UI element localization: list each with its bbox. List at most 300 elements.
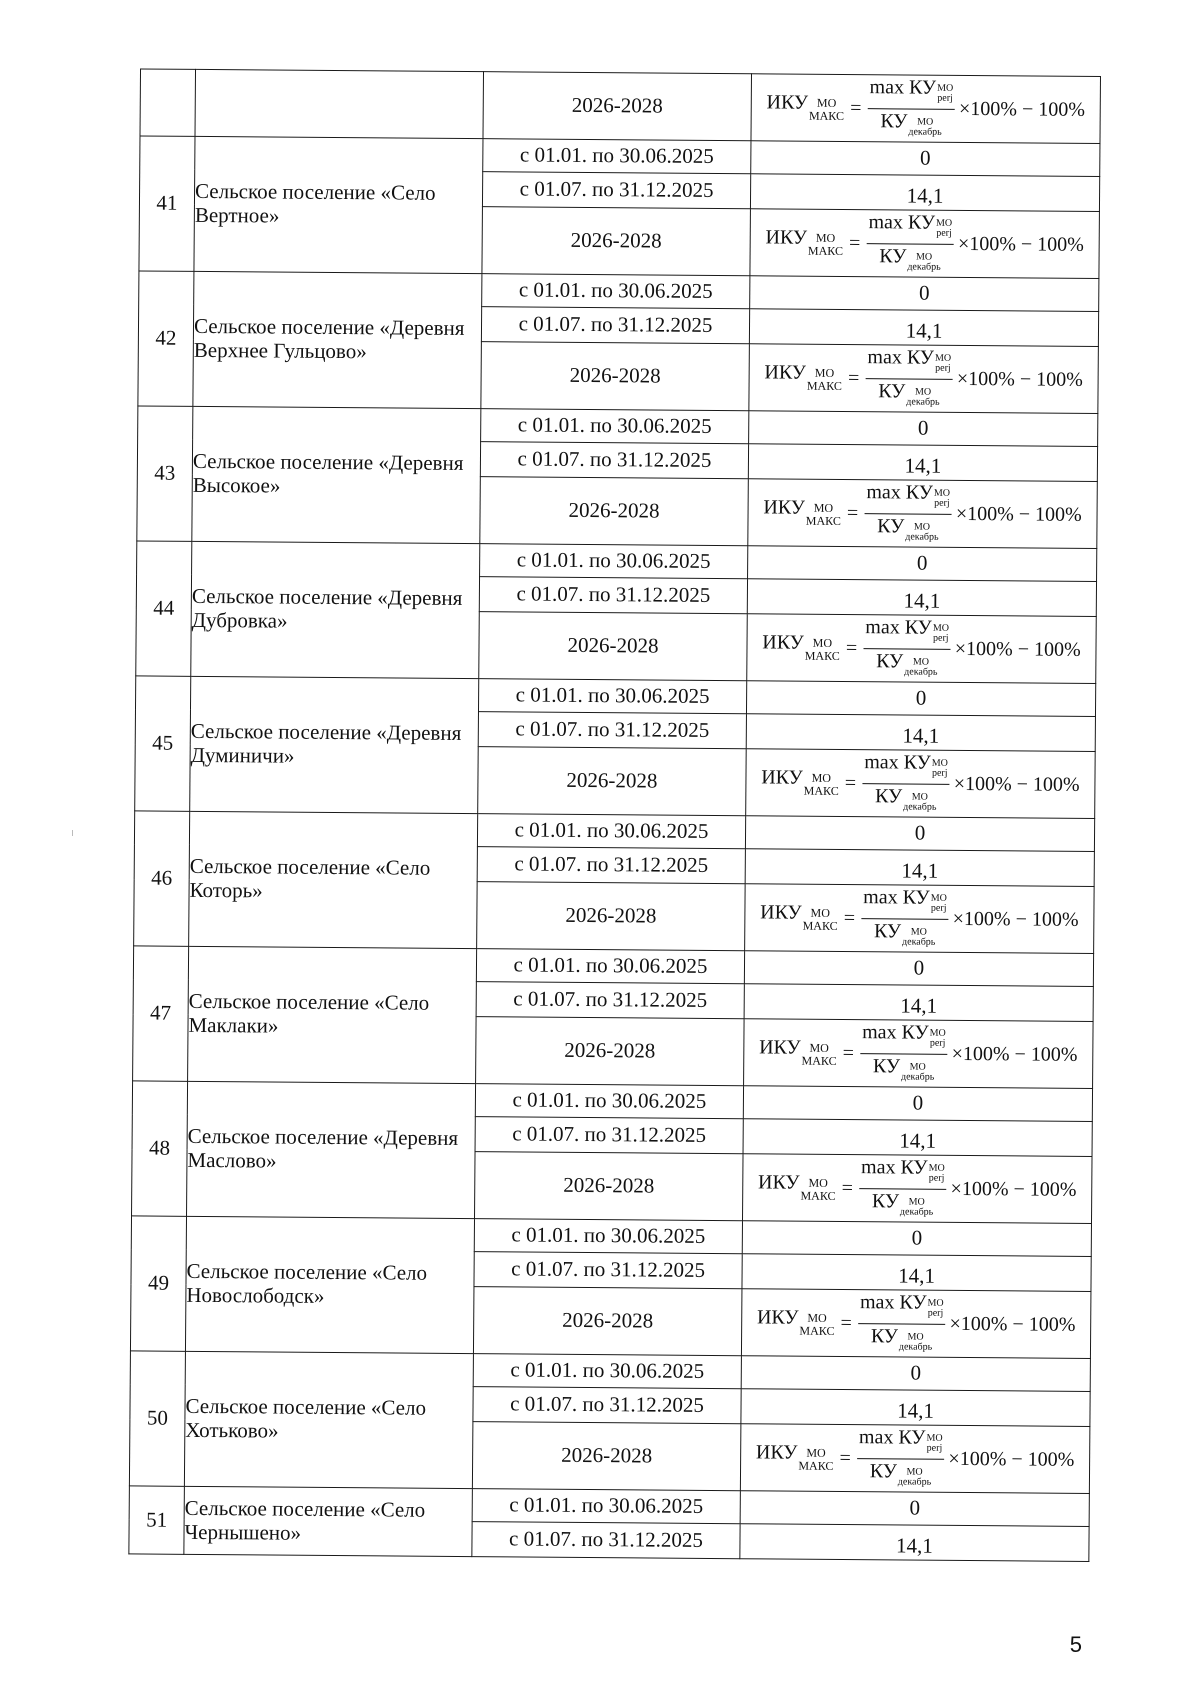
formula-den-sup: МО: [914, 386, 932, 398]
formula-num-sub: perj: [930, 902, 947, 914]
period-cell: с 01.01. по 30.06.2025: [476, 949, 744, 984]
formula-numerator: [864, 481, 952, 515]
settlement-name-cell: Сельское поселение «Деревня Высокое»: [192, 406, 481, 543]
formula-num-indices: [932, 758, 948, 779]
formula: [760, 885, 1079, 952]
row-number-cell: 41: [139, 136, 195, 271]
formula-cell: [747, 614, 1097, 684]
table-row: [139, 271, 1099, 312]
formula-lhs-main: ИКУ: [759, 1036, 801, 1059]
value-cell: 14,1: [750, 174, 1099, 212]
formula-num-sup: МО: [933, 487, 951, 499]
formula-equals: =: [843, 906, 856, 929]
formula-lhs: [757, 1306, 837, 1339]
formula-lhs-sub: МАКС: [803, 783, 839, 798]
formula-lhs-sup: МО: [813, 500, 834, 515]
formula-den-indices: [901, 1062, 934, 1083]
formula-tail: ×100% − 100%: [952, 907, 1079, 931]
formula-denominator: [869, 1324, 935, 1357]
formula-cell: [750, 209, 1100, 279]
formula-lhs: [761, 766, 841, 799]
formula-numerator: [862, 751, 950, 785]
formula-lhs-main: ИКУ: [763, 496, 806, 519]
formula-equals: =: [845, 636, 858, 659]
formula-lhs-sup: МО: [815, 230, 836, 245]
settlements-table: [128, 68, 1101, 1562]
value-cell: 0: [750, 276, 1099, 312]
period-cell: с 01.01. по 30.06.2025: [482, 274, 750, 309]
formula-lhs-indices: [799, 1312, 834, 1337]
value-cell: 0: [743, 1086, 1092, 1122]
formula-num-indices: [935, 353, 951, 374]
period-cell: 2026-2028: [477, 882, 746, 951]
formula-num-prefix: max КУ: [868, 210, 936, 234]
period-cell: с 01.01. по 30.06.2025: [472, 1489, 740, 1524]
value-cell: 14,1: [743, 1119, 1092, 1157]
row-number-cell: 47: [133, 946, 189, 1081]
period-cell: 2026-2028: [478, 747, 747, 816]
table-row-continuation: [140, 69, 1100, 144]
formula-cell: [745, 884, 1095, 954]
formula-lhs-indices: [798, 1447, 833, 1472]
period-cell: с 01.01. по 30.06.2025: [478, 679, 746, 714]
formula-den-indices: [898, 1467, 931, 1488]
formula-den-sup: МО: [916, 251, 933, 263]
formula-lhs: [763, 496, 843, 529]
formula-lhs-indices: [804, 772, 839, 797]
formula-tail: ×100% − 100%: [956, 367, 1083, 391]
formula-tail: ×100% − 100%: [954, 637, 1081, 661]
table-row: [135, 676, 1095, 717]
formula-den-main: КУ: [880, 109, 908, 132]
formula-cell: [741, 1289, 1091, 1359]
formula-den-sup: МО: [907, 1331, 924, 1343]
row-number-cell: 50: [129, 1351, 185, 1486]
formula-numerator: [867, 76, 955, 110]
formula-tail: ×100% − 100%: [948, 1447, 1075, 1471]
settlement-name-cell: Сельское поселение «Село Маклаки»: [188, 946, 477, 1083]
period-cell: с 01.07. по 31.12.2025: [473, 1387, 741, 1424]
formula-denominator: [878, 109, 944, 142]
formula-num-sup: МО: [936, 217, 953, 229]
formula-lhs-sub: МАКС: [806, 378, 842, 393]
formula-den-indices: [899, 1332, 932, 1353]
period-cell: с 01.01. по 30.06.2025: [480, 544, 748, 579]
formula-den-indices: [906, 387, 939, 408]
table-row: [138, 406, 1098, 447]
formula-cell: [744, 1019, 1094, 1089]
formula-lhs-main: ИКУ: [764, 361, 807, 384]
settlement-name-cell: Сельское поселение «Деревня Дубровка»: [191, 541, 480, 678]
value-cell: 14,1: [748, 444, 1097, 482]
formula-den-sub: декабрь: [897, 1476, 932, 1488]
table-row: [140, 136, 1100, 177]
formula-num-prefix: max КУ: [859, 1290, 927, 1314]
table-row: [133, 946, 1093, 987]
formula-numerator: [861, 886, 949, 920]
period-cell: с 01.01. по 30.06.2025: [475, 1084, 743, 1119]
row-number-cell: 46: [134, 811, 190, 946]
formula-lhs-indices: [802, 1042, 837, 1067]
formula-equals: =: [840, 1311, 852, 1334]
formula-cell: [749, 344, 1099, 414]
period-cell: с 01.01. по 30.06.2025: [483, 139, 751, 174]
period-cell: с 01.07. по 31.12.2025: [479, 577, 747, 614]
value-cell: 0: [740, 1491, 1089, 1527]
formula-num-indices: [933, 623, 949, 644]
formula-lhs: [759, 1036, 839, 1069]
period-cell: 2026-2028: [476, 1017, 745, 1086]
formula-lhs-sub: МАКС: [805, 513, 841, 528]
formula-den-sub: декабрь: [906, 396, 940, 408]
formula-num-prefix: max КУ: [865, 615, 932, 639]
table-row: [130, 1351, 1090, 1392]
formula-denominator: [875, 514, 941, 547]
formula: [761, 750, 1080, 817]
formula-fraction: [862, 751, 950, 817]
formula-den-sup: МО: [908, 1196, 925, 1208]
formula-num-sup: МО: [934, 352, 952, 364]
period-cell: с 01.01. по 30.06.2025: [481, 409, 749, 444]
formula-lhs-sub: МАКС: [804, 648, 840, 663]
formula-den-main: КУ: [877, 514, 905, 537]
formula-den-main: КУ: [875, 784, 903, 807]
formula-equals: =: [844, 771, 857, 794]
formula: [758, 1155, 1077, 1222]
formula-fraction: [861, 886, 949, 952]
settlement-name-cell: Сельское поселение «Деревня Верхнее Гульцово»: [193, 271, 482, 408]
formula-num-prefix: max КУ: [866, 480, 934, 504]
formula-num-sup: МО: [932, 622, 950, 634]
formula-den-indices: [900, 1197, 933, 1218]
formula-num-prefix: max КУ: [858, 1425, 926, 1449]
formula-den-sub: декабрь: [904, 666, 938, 678]
formula-num-indices: [930, 1028, 946, 1049]
formula-lhs-sup: МО: [812, 635, 833, 650]
formula-numerator: [858, 1291, 946, 1325]
period-cell: 2026-2028: [482, 207, 751, 276]
formula-lhs: [764, 361, 844, 394]
formula-num-sup: МО: [930, 892, 947, 904]
formula-tail: ×100% − 100%: [951, 1042, 1078, 1066]
formula-den-main: КУ: [876, 649, 904, 672]
formula-numerator: [857, 1426, 945, 1460]
formula-lhs-main: ИКУ: [760, 901, 802, 924]
formula-den-sub: декабрь: [899, 1206, 934, 1218]
formula-tail: ×100% − 100%: [955, 502, 1082, 526]
period-cell: с 01.07. по 31.12.2025: [475, 1117, 743, 1154]
value-cell: 0: [748, 546, 1097, 582]
formula-num-indices: [926, 1433, 942, 1454]
formula-num-sup: МО: [927, 1297, 944, 1309]
period-cell: 2026-2028: [479, 612, 748, 681]
formula-lhs-sub: МАКС: [807, 243, 844, 258]
formula-num-prefix: max КУ: [863, 885, 930, 909]
formula-lhs: [766, 91, 846, 124]
table-body: [129, 69, 1101, 1561]
formula-lhs-sup: МО: [811, 770, 832, 785]
formula-den-sub: декабрь: [908, 126, 942, 138]
formula-equals: =: [850, 96, 862, 119]
formula-num-sup: МО: [931, 757, 948, 769]
formula-cell: [742, 1154, 1092, 1224]
formula-numerator: [859, 1156, 947, 1190]
formula-lhs-sub: МАКС: [801, 1053, 837, 1068]
formula-fraction: [867, 76, 955, 142]
formula-num-sub: perj: [929, 1037, 946, 1049]
period-cell: с 01.07. по 31.12.2025: [476, 982, 744, 1019]
settlement-name-cell: Сельское поселение «Село Вертное»: [194, 136, 483, 273]
formula-num-sub: perj: [935, 362, 951, 374]
formula-lhs-indices: [803, 907, 838, 932]
formula-lhs-sup: МО: [809, 1040, 829, 1055]
formula-den-sup: МО: [911, 791, 928, 803]
formula-den-main: КУ: [870, 1324, 899, 1347]
formula-num-prefix: max КУ: [869, 75, 937, 99]
formula-lhs: [762, 631, 842, 664]
formula-num-prefix: max КУ: [864, 750, 931, 774]
value-cell: 0: [746, 681, 1095, 717]
row-number-cell: 45: [135, 676, 191, 811]
row-number-cell: 43: [137, 406, 193, 541]
value-cell: 14,1: [740, 1524, 1089, 1562]
formula-lhs-main: ИКУ: [765, 226, 808, 249]
formula-lhs: [758, 1171, 838, 1204]
value-cell: 14,1: [746, 714, 1095, 752]
formula-num-sub: perj: [934, 497, 950, 509]
formula-tail: ×100% − 100%: [949, 1312, 1076, 1336]
row-number-cell: 42: [138, 271, 194, 406]
formula-num-sub: perj: [933, 632, 949, 644]
period-cell: с 01.07. по 31.12.2025: [482, 172, 750, 209]
table-row: [132, 1081, 1092, 1122]
formula-den-indices: [905, 522, 938, 543]
formula-num-sub: perj: [928, 1172, 945, 1184]
formula-fraction: [860, 1021, 948, 1087]
value-cell: 0: [742, 1221, 1091, 1257]
period-cell: с 01.07. по 31.12.2025: [474, 1252, 742, 1289]
formula-den-indices: [908, 117, 941, 138]
formula-den-sub: декабрь: [900, 1071, 935, 1083]
formula-num-indices: [931, 893, 947, 914]
formula-den-sub: декабрь: [903, 801, 937, 813]
table-row: [137, 541, 1097, 582]
formula-denominator: [876, 379, 942, 412]
formula-lhs-main: ИКУ: [755, 1441, 798, 1464]
formula-lhs-sub: МАКС: [799, 1323, 835, 1338]
formula-den-sub: декабрь: [905, 531, 939, 543]
page-number: 5: [1069, 1632, 1082, 1657]
formula-fraction: [865, 346, 953, 412]
formula-equals: =: [846, 501, 859, 524]
formula-den-sub: декабрь: [902, 936, 936, 948]
formula-cell: [746, 749, 1096, 819]
formula-den-sub: декабрь: [898, 1341, 933, 1353]
settlement-name-cell: [195, 69, 484, 138]
formula-num-sup: МО: [929, 1027, 946, 1039]
formula-den-indices: [904, 657, 937, 678]
formula-lhs-sup: МО: [807, 1310, 827, 1325]
formula-lhs-sub: МАКС: [798, 1458, 834, 1473]
period-cell: 2026-2028: [480, 477, 749, 546]
formula-den-sup: МО: [917, 116, 934, 128]
value-cell: 0: [749, 411, 1098, 447]
formula: [756, 1425, 1075, 1492]
formula-tail: ×100% − 100%: [958, 97, 1086, 121]
formula-den-sup: МО: [912, 656, 930, 668]
formula-lhs: [760, 901, 840, 934]
formula: [764, 345, 1083, 412]
row-number-cell: 51: [129, 1486, 185, 1554]
formula-tail: ×100% − 100%: [957, 232, 1084, 256]
formula-denominator: [873, 784, 939, 817]
settlement-name-cell: Сельское поселение «Село Хотьково»: [184, 1351, 473, 1488]
formula-equals: =: [847, 366, 860, 389]
formula-equals: =: [848, 231, 861, 254]
formula-fraction: [863, 616, 951, 682]
formula-denominator: [877, 244, 943, 277]
settlement-name-cell: Сельское поселение «Деревня Думиничи»: [190, 676, 479, 813]
formula-num-sup: МО: [928, 1162, 945, 1174]
value-cell: 14,1: [742, 1254, 1091, 1292]
formula-tail: ×100% − 100%: [950, 1177, 1077, 1201]
formula-lhs-main: ИКУ: [757, 1171, 800, 1194]
formula: [762, 615, 1081, 682]
formula-cell: [740, 1424, 1090, 1494]
formula-num-indices: [937, 83, 953, 104]
value-cell: 14,1: [745, 849, 1094, 887]
formula-den-sup: МО: [906, 1466, 923, 1478]
formula-num-sup: МО: [926, 1432, 943, 1444]
period-cell: с 01.07. по 31.12.2025: [477, 847, 745, 884]
formula-tail: ×100% − 100%: [953, 772, 1080, 796]
formula-equals: =: [841, 1176, 854, 1199]
formula: [765, 210, 1084, 277]
formula-denominator: [871, 1054, 937, 1087]
period-cell: 2026-2028: [472, 1422, 741, 1491]
formula-equals: =: [842, 1041, 855, 1064]
formula-lhs: [756, 1441, 836, 1474]
formula-equals: =: [839, 1446, 851, 1469]
value-cell: 14,1: [747, 579, 1096, 617]
formula-fraction: [859, 1156, 947, 1222]
formula-num-prefix: max КУ: [862, 1020, 929, 1044]
formula-lhs-indices: [808, 232, 843, 257]
formula-num-sub: perj: [926, 1442, 943, 1454]
formula-num-sup: МО: [937, 82, 954, 94]
formula-lhs-sub: МАКС: [808, 108, 845, 123]
formula-num-prefix: max КУ: [867, 345, 935, 369]
table-row: [134, 811, 1094, 852]
formula-lhs-indices: [806, 502, 841, 527]
value-cell: 0: [744, 951, 1093, 987]
formula-numerator: [860, 1021, 948, 1055]
formula-den-indices: [907, 252, 940, 273]
formula-den-main: КУ: [873, 919, 902, 942]
formula-lhs-main: ИКУ: [762, 631, 804, 654]
settlement-name-cell: Сельское поселение «Село Которь»: [189, 811, 478, 948]
period-cell: с 01.01. по 30.06.2025: [477, 814, 745, 849]
formula-den-main: КУ: [878, 379, 906, 402]
formula-fraction: [866, 211, 954, 277]
formula: [766, 75, 1085, 142]
period-cell: 2026-2028: [483, 72, 752, 141]
formula-den-sup: МО: [913, 521, 931, 533]
settlement-name-cell: Сельское поселение «Село Новослободск»: [185, 1216, 474, 1353]
formula: [763, 480, 1082, 547]
formula-num-sub: perj: [937, 92, 953, 104]
row-number-cell: 44: [136, 541, 192, 676]
formula-num-indices: [927, 1298, 943, 1319]
formula-num-sub: perj: [927, 1307, 944, 1319]
formula-num-indices: [934, 488, 950, 509]
formula-num-sub: perj: [936, 227, 952, 239]
period-cell: с 01.01. по 30.06.2025: [474, 1219, 742, 1254]
formula-den-indices: [903, 792, 936, 813]
formula-numerator: [866, 211, 954, 245]
formula-lhs-indices: [809, 97, 844, 122]
formula-lhs-sup: МО: [810, 905, 830, 920]
period-cell: с 01.07. по 31.12.2025: [478, 712, 746, 749]
formula-lhs-sup: МО: [816, 95, 837, 110]
formula-lhs-indices: [807, 367, 842, 392]
formula-den-main: КУ: [869, 1459, 897, 1482]
period-cell: 2026-2028: [481, 342, 750, 411]
scan-mark: [72, 830, 73, 836]
settlement-name-cell: Сельское поселение «Село Чернышено»: [184, 1486, 473, 1556]
formula-den-sup: МО: [910, 926, 927, 938]
formula-den-main: КУ: [872, 1054, 901, 1077]
formula-den-indices: [902, 927, 935, 948]
formula-lhs-sub: МАКС: [800, 1188, 836, 1203]
formula-lhs-sup: МО: [814, 365, 835, 380]
value-cell: 0: [751, 141, 1100, 177]
formula-denominator: [872, 919, 938, 952]
value-cell: 0: [745, 816, 1094, 852]
formula-fraction: [864, 481, 952, 547]
formula-lhs-sup: МО: [806, 1445, 826, 1460]
period-cell: с 01.07. по 31.12.2025: [472, 1522, 740, 1559]
formula-lhs-indices: [805, 637, 840, 662]
formula-num-sub: perj: [931, 767, 948, 779]
formula-num-prefix: max КУ: [860, 1155, 928, 1179]
formula-den-main: КУ: [871, 1189, 900, 1212]
value-cell: 14,1: [749, 309, 1098, 347]
formula-lhs: [765, 226, 845, 259]
formula-numerator: [863, 616, 951, 650]
period-cell: с 01.07. по 31.12.2025: [480, 442, 748, 479]
value-cell: 14,1: [744, 984, 1093, 1022]
formula-denominator: [870, 1189, 936, 1222]
formula-den-sub: декабрь: [907, 261, 941, 273]
formula-fraction: [857, 1426, 945, 1492]
formula-fraction: [858, 1291, 946, 1357]
formula-denominator: [868, 1459, 934, 1492]
formula-denominator: [874, 649, 940, 682]
formula-lhs-main: ИКУ: [761, 766, 803, 789]
period-cell: 2026-2028: [475, 1152, 744, 1221]
formula-cell: [751, 74, 1101, 144]
formula-lhs-indices: [800, 1177, 835, 1202]
value-cell: 14,1: [741, 1389, 1090, 1427]
period-cell: с 01.07. по 31.12.2025: [481, 307, 749, 344]
formula-lhs-main: ИКУ: [756, 1306, 799, 1329]
formula-lhs-main: ИКУ: [766, 91, 809, 114]
formula-num-indices: [936, 218, 952, 239]
table-row: [129, 1486, 1089, 1527]
formula-cell: [748, 479, 1098, 549]
row-number-cell: [140, 69, 196, 136]
